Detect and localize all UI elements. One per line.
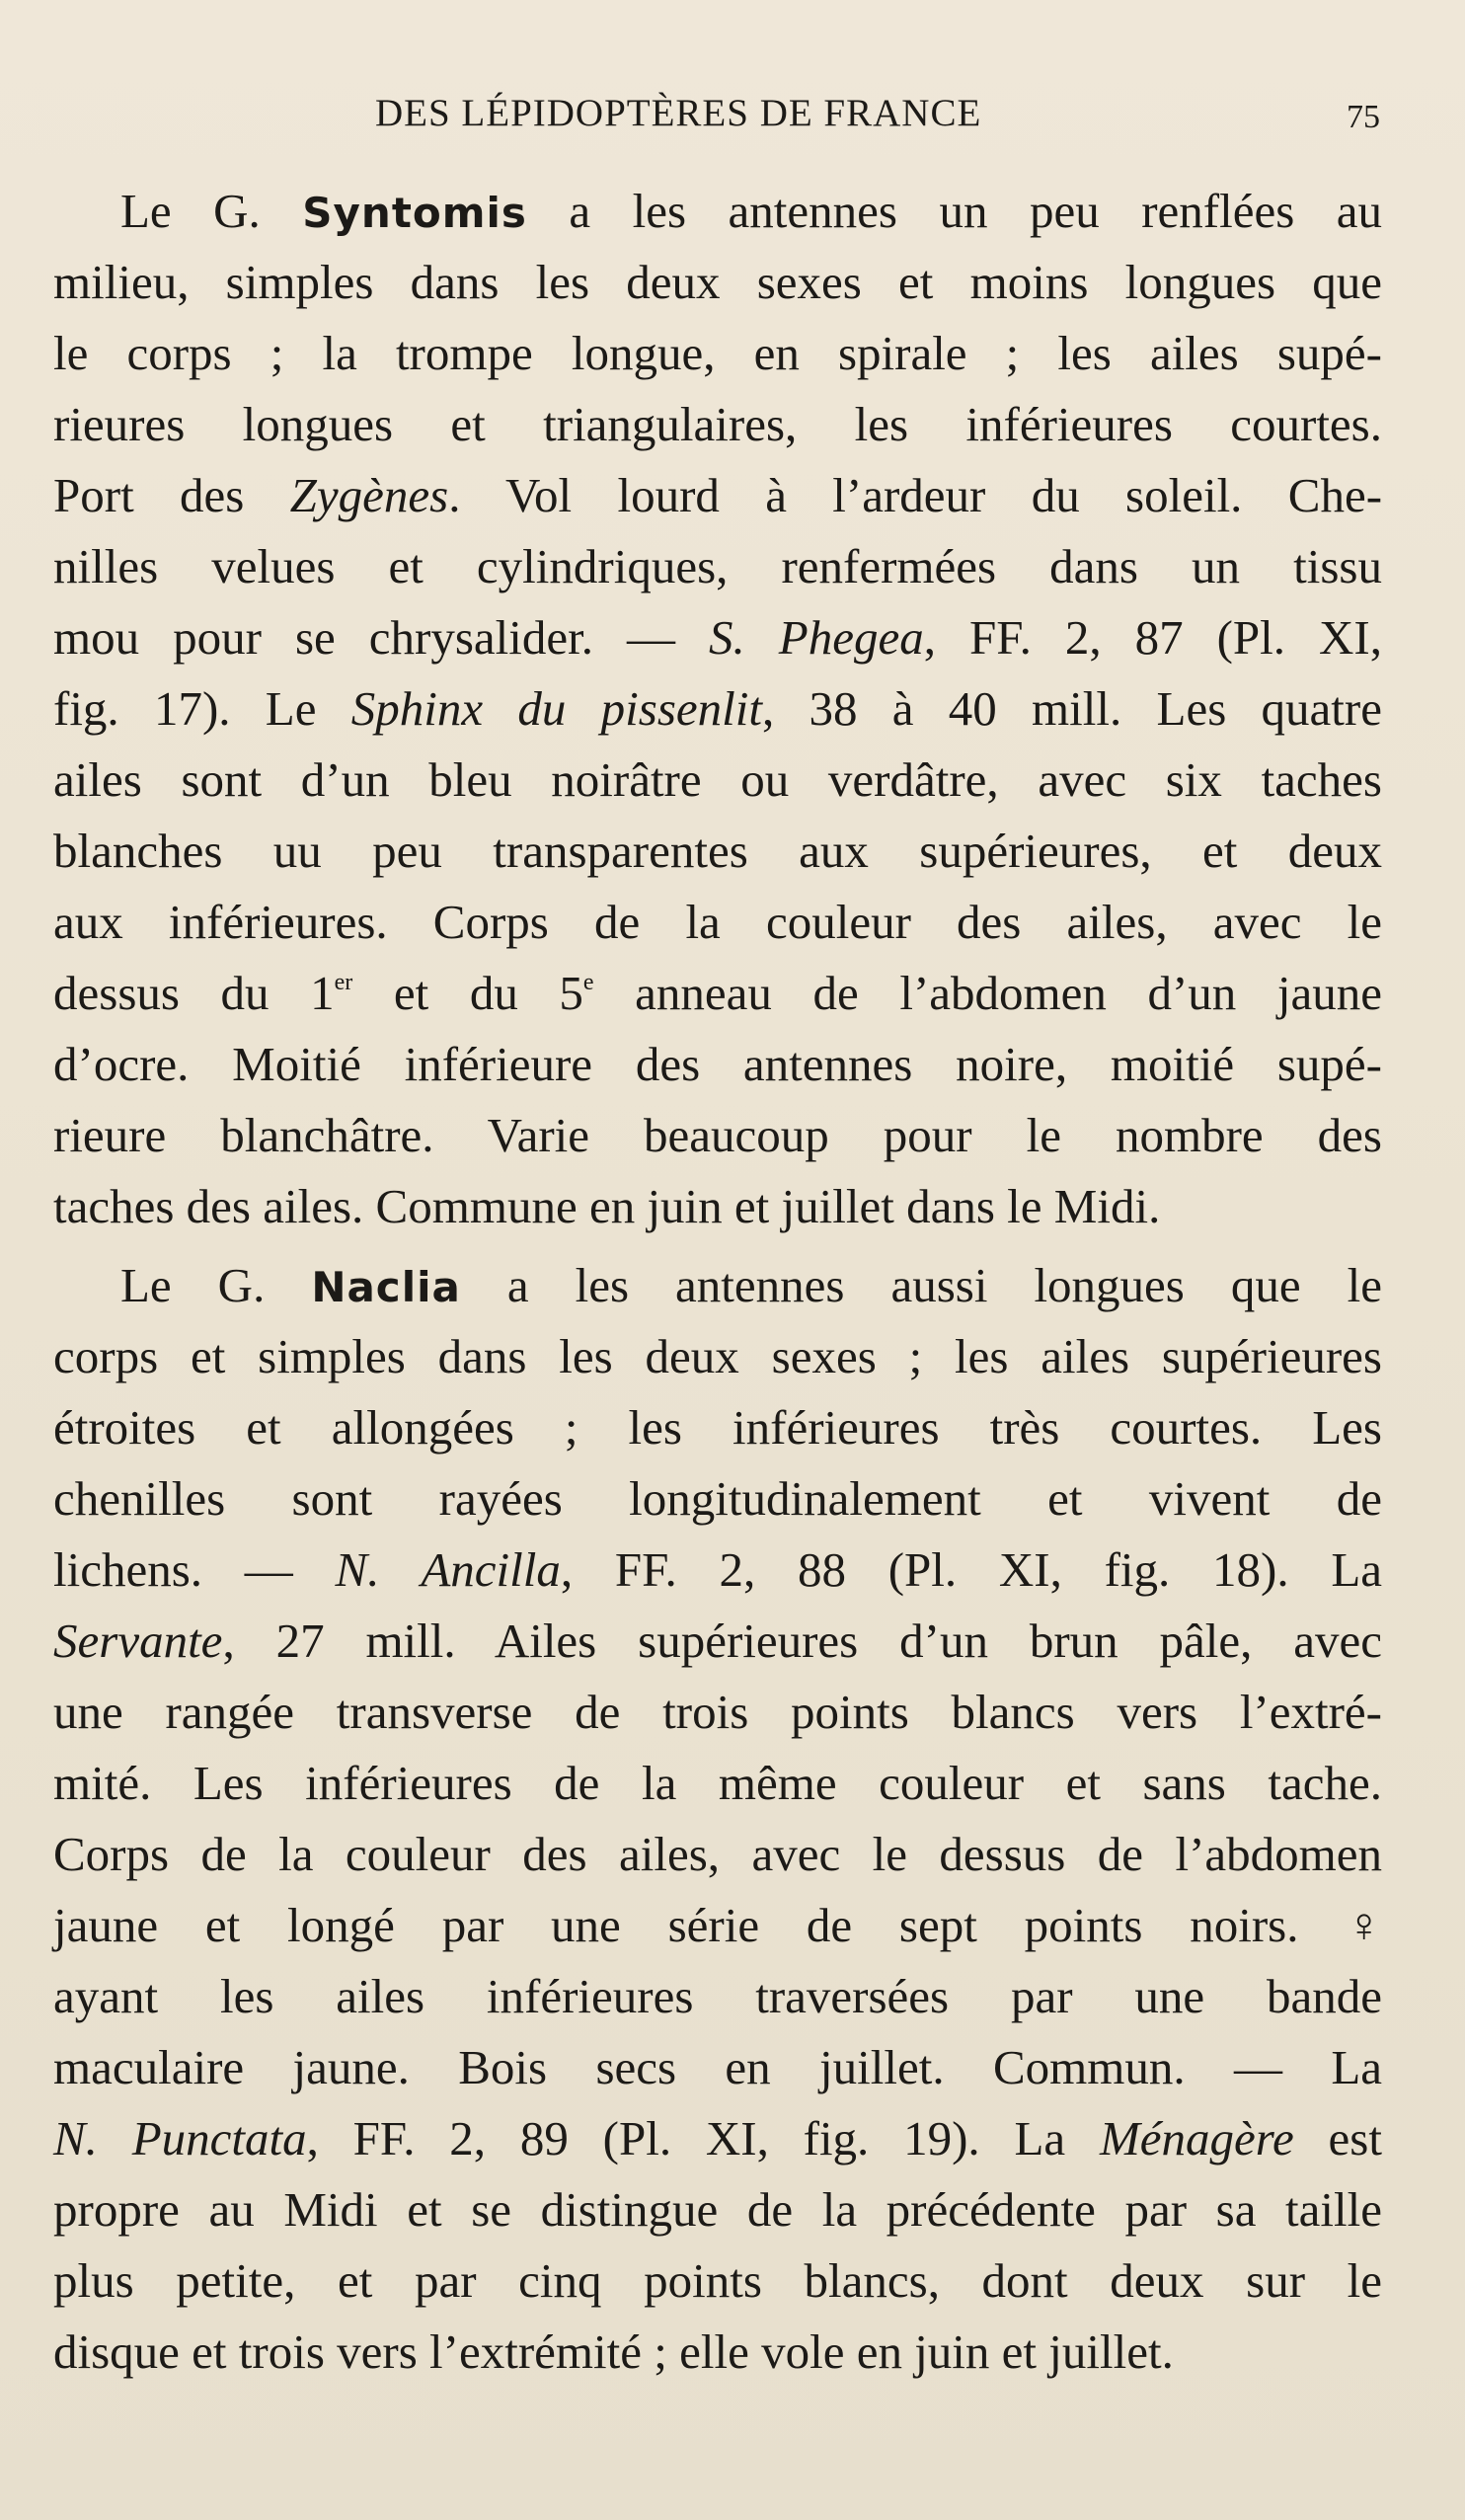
- text-line: blanches uu peu transparentes aux supérieures, et deux: [53, 824, 1382, 878]
- genus-name: Naclia: [311, 1263, 461, 1311]
- text-line: rieures longues et triangulaires, les inférieures courtes.: [53, 397, 1382, 451]
- text-line: plus petite, et par cinq points blancs, dont deux sur le: [53, 2253, 1382, 2308]
- running-head: [0, 91, 1465, 150]
- text-line: Servante, 27 mill. Ailes supérieures d’un brun pâle, avec: [53, 1614, 1382, 1668]
- text-line: nilles velues et cylindriques, renfermées dans un tissu: [53, 539, 1382, 593]
- text-line: milieu, simples dans les deux sexes et moins longues que: [53, 255, 1382, 309]
- text-line: rieure blanchâtre. Varie beaucoup pour le nombre des: [53, 1108, 1382, 1162]
- text-line: une rangée transverse de trois points blancs vers l’extré-: [53, 1685, 1382, 1739]
- text-line: Le G. Syntomis a les antennes un peu renflées au: [120, 184, 1382, 238]
- text-line: disque et trois vers l’extrémité ; elle vole en juin et juillet.: [53, 2324, 1174, 2379]
- text-line: dessus du 1er et du 5e anneau de l’abdomen d’un jaune: [53, 966, 1382, 1020]
- text-line: d’ocre. Moitié inférieure des antennes noire, moitié supé-: [53, 1037, 1382, 1091]
- text-line: le corps ; la trompe longue, en spirale ; les ailes supé-: [53, 326, 1382, 380]
- text-line: ayant les ailes inférieures traversées par une bande: [53, 1969, 1382, 2023]
- text-line: propre au Midi et se distingue de la précédente par sa taille: [53, 2182, 1382, 2237]
- text-line: Le G. Naclia a les antennes aussi longues que le: [120, 1258, 1382, 1312]
- text-line: N. Punctata, FF. 2, 89 (Pl. XI, fig. 19). La Ménagère est: [53, 2111, 1382, 2166]
- text-line: maculaire jaune. Bois secs en juillet. Commun. — La: [53, 2040, 1382, 2094]
- text-line: Port des Zygènes. Vol lourd à l’ardeur du soleil. Che-: [53, 468, 1383, 522]
- genus-name: Syntomis: [302, 189, 527, 237]
- text-line: fig. 17). Le Sphinx du pissenlit, 38 à 40 mill. Les quatre: [53, 681, 1382, 736]
- text-line: jaune et longé par une série de sept points noirs. ♀: [53, 1898, 1382, 1952]
- text-line: chenilles sont rayées longitudinalement et vivent de: [53, 1471, 1382, 1526]
- text-line: ailes sont d’un bleu noirâtre ou verdâtre, avec six taches: [53, 752, 1382, 807]
- text-line: étroites et allongées ; les inférieures très courtes. Les: [53, 1400, 1382, 1455]
- text-line: lichens. — N. Ancilla, FF. 2, 88 (Pl. XI, fig. 18). La: [53, 1542, 1382, 1597]
- text-line: corps et simples dans les deux sexes ; les ailes supérieures: [53, 1329, 1382, 1383]
- text-line: aux inférieures. Corps de la couleur des ailes, avec le: [53, 895, 1382, 949]
- running-title: DES LÉPIDOPTÈRES DE FRANCE: [375, 92, 982, 134]
- page-number: 75: [1347, 99, 1380, 135]
- text-line: mité. Les inférieures de la même couleur et sans tache.: [53, 1756, 1382, 1810]
- text-line: Corps de la couleur des ailes, avec le dessus de l’abdomen: [53, 1827, 1382, 1881]
- text-line: mou pour se chrysalider. — S. Phegea, FF. 2, 87 (Pl. XI,: [53, 610, 1382, 665]
- text-line: taches des ailes. Commune en juin et juillet dans le Midi.: [53, 1179, 1161, 1233]
